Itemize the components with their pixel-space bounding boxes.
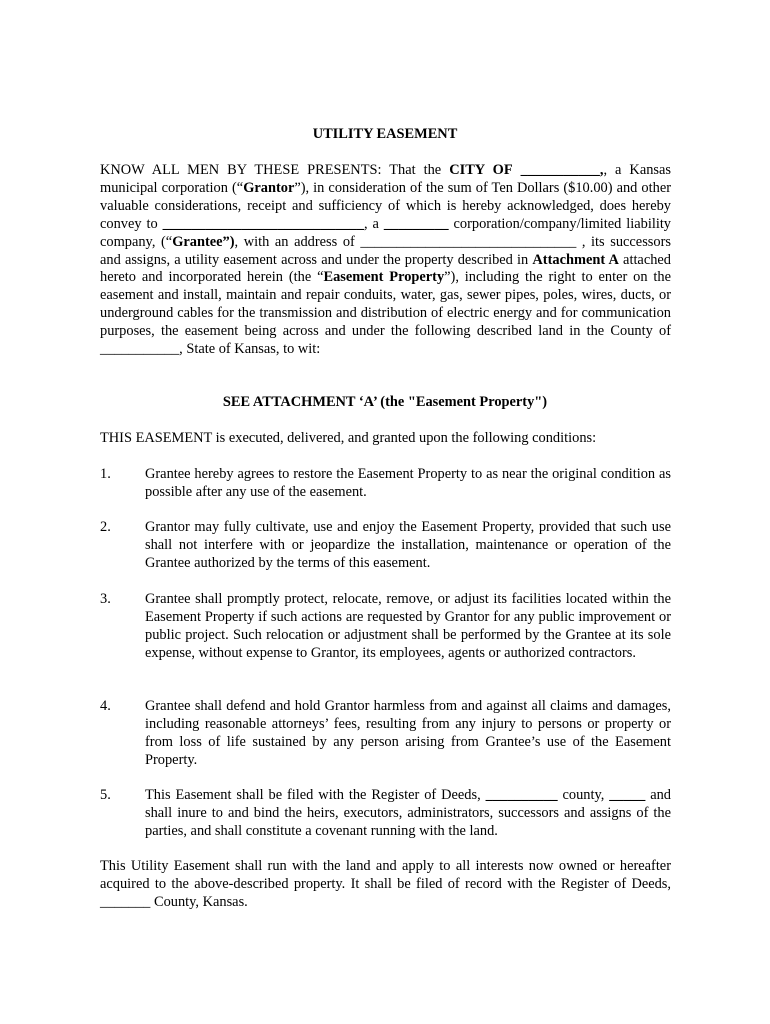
city-blank: ___________ [520,162,600,178]
city-label: CITY OF [449,162,513,178]
intro-text-8: attached hereto and incorporated herein (the “ [100,251,671,286]
address-blank: ______________________________ [360,233,577,250]
intro-text-3: ”), in consideration of the sum of Ten Dollars ($10.00) and other valuable considerations, receipt and sufficiency of which is hereby acknowledged, does hereby convey to [100,179,671,232]
condition-5-text-2: county, [557,787,610,803]
conditions-intro: THIS EASEMENT is executed, delivered, and granted upon the following conditions: [100,430,597,446]
condition-number: 1. [100,466,111,482]
county-blank: ___________ [100,341,180,358]
attachment-heading: SEE ATTACHMENT ‘A’ (the "Easement Property") [222,394,548,410]
condition-5-text-1: This Easement shall be filed with the Register of Deeds, [145,787,486,803]
condition-number: 4. [100,698,111,714]
intro-text-5: corporation/company/limited liability company, (“ [100,215,672,250]
closing-paragraph: This Utility Easement shall run with the land and apply to all interests now owned or hereafter acquired to the above-described property. It shall be filed of record with the Register of Deeds, _______ County, Kansas. [100,858,671,910]
condition-number: 2. [100,519,111,535]
condition-text [145,787,671,841]
condition-text: Grantee shall defend and hold Grantor harmless from and against all claims and damages, including reasonable attorneys’ fees, resulting from any injury to persons or property or from loss of life sustained by any person arising from Grantee’s use of the Easement Property. [145,698,671,768]
intro-text-6: , with an address of [234,233,361,250]
grantee-label: Grantee”) [172,233,235,250]
entity-type-blank: _________ [383,215,449,232]
intro-text-2: , a Kansas municipal corporation (“ [100,162,671,196]
condition-5-text-3: and shall inure to and bind the heirs, executors, administrators, successors and assigns of the parties, and shall constitute a covenant running with the land. [145,787,671,839]
intro-text-10: , State of Kansas, to wit: [179,341,321,358]
register-county-blank: __________ [485,787,558,803]
condition-number: 5. [100,787,111,803]
easement-property-label: Easement Property [323,269,445,286]
attachment-label: Attachment A [532,251,619,268]
condition-text: Grantee hereby agrees to restore the Easement Property to as near the original condition as possible after any use of the easement. [145,466,671,500]
condition-number: 3. [100,591,111,607]
register-date-blank: _____ [609,787,646,803]
intro-text-7: , its successors and assigns, a utility easement across and under the property described in [100,233,671,268]
document-title: UTILITY EASEMENT [312,126,458,142]
intro-text-4: , a [364,215,384,232]
condition-text: Grantor may fully cultivate, use and enjoy the Easement Property, provided that such use shall not interfere with or jeopardize the installation, maintenance or operation of the Grantee authorized by the terms of this easement. [145,519,671,571]
grantee-name-blank: ____________________________ [162,215,365,232]
condition-text: Grantee shall promptly protect, relocate, remove, or adjust its facilities located within the Easement Property if such actions are requested by Grantor for any public improvement or public project. Such relocation or adjustment shall be performed by the Grantee at its sole expense, without expense to Grantor, its employees, agents or authorized contractors. [145,591,671,661]
intro-paragraph: KNOW ALL MEN BY THESE PRESENTS: That the CITY OF ___________,, a Kansas municipal corporation (“Grantor”), in consideration of the sum of Ten Dollars ($10.00) and other valuable considerations, receipt and sufficiency of which is hereby acknowledged, does hereby convey to ____________________________, a _________ corporation/company/limited liability company, (“Grantee”), with an address of ______________________________ , its successors and assigns, a utility easement across and under the property described in Attachment A attached hereto and incorporated herein (the “Easement Property”), including the right to enter on the easement and install, maintain and repair conduits, water, gas, sewer pipes, poles, wires, ducts, or underground cables for the transmission and distribution of electric energy and for communication purposes, the easement being across and under the following described land in the County of ___________, State of Kansas, to wit: [100,162,672,358]
intro-text-9: ”), including the right to enter on the easement and install, maintain and repair conduits, water, gas, sewer pipes, poles, wires, ducts, or underground cables for the transmission and distribution of electric energy and for communication purposes, the easement being across and under the following described land in the County of [100,269,671,340]
intro-text-1: KNOW ALL MEN BY THESE PRESENTS: That the [100,162,450,178]
grantor-label: Grantor [243,179,295,196]
